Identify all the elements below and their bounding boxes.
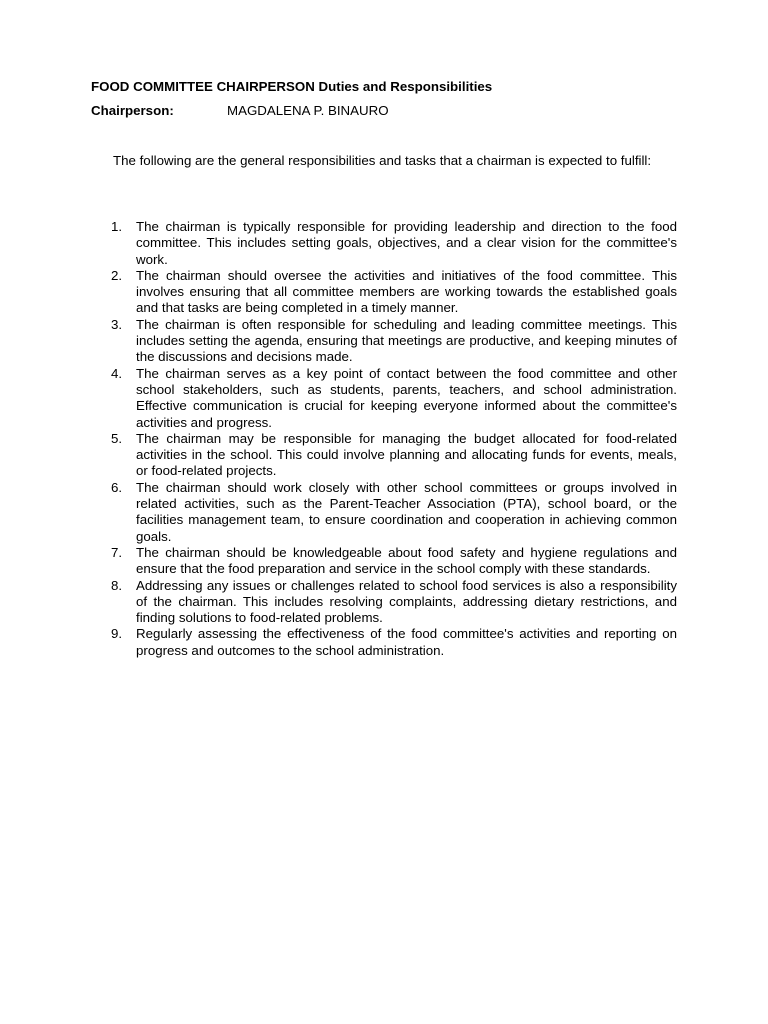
list-item-text: Regularly assessing the effectiveness of the food committee's activities and reporting on progress and outcomes to the school administration. xyxy=(136,626,677,658)
chairperson-row xyxy=(91,103,389,119)
chairperson-label: Chairperson: xyxy=(91,103,174,118)
list-item xyxy=(91,366,677,431)
responsibilities-list xyxy=(91,219,677,659)
list-item-number: 4. xyxy=(111,365,123,381)
list-item-number: 1. xyxy=(111,219,123,234)
list-item xyxy=(91,268,677,317)
document-title xyxy=(91,79,492,95)
list-item xyxy=(91,480,677,545)
list-item-number: 2. xyxy=(111,267,123,283)
title-rest: Duties and Responsibilities xyxy=(318,79,493,94)
list-item-text: The chairman should work closely with other school committees or groups involved in related activities, such as the Parent-Teacher Association (PTA), school board, or the facilities management team, to ensure coordination and cooperation in achieving common goals. xyxy=(136,479,677,544)
list-item-text: The chairman serves as a key point of contact between the food committee and other school stakeholders, such as students, parents, teachers, and school administration. Effective communication is crucial for keeping everyone informed about the committee's activities and progress. xyxy=(136,365,677,430)
list-item-text: The chairman should be knowledgeable about food safety and hygiene regulations and ensure that the food preparation and service in the school comply with these standards. xyxy=(136,544,677,577)
title-bold: FOOD COMMITTEE CHAIRPERSON xyxy=(91,79,315,94)
list-item xyxy=(91,317,677,366)
list-item-text: The chairman should oversee the activities and initiatives of the food committee. This involves ensuring that all committee members are working towards the established goals and that tasks are being completed in a timely manner. xyxy=(136,267,677,316)
list-item-number: 5. xyxy=(111,430,123,446)
intro-paragraph: The following are the general responsibilities and tasks that a chairman is expected to fulfill: xyxy=(113,153,652,168)
list-item-number: 9. xyxy=(111,626,123,642)
list-item xyxy=(91,626,677,659)
list-item xyxy=(91,431,677,480)
list-item xyxy=(91,219,677,268)
list-item-text: Addressing any issues or challenges related to school food services is also a responsibility of the chairman. This includes resolving complaints, addressing dietary restrictions, and finding solutions to food-related problems. xyxy=(136,577,677,626)
list-item xyxy=(91,545,677,578)
list-item-text: The chairman is often responsible for scheduling and leading committee meetings. This includes setting the agenda, ensuring that meetings are productive, and keeping minutes of the discussions and decisions made. xyxy=(136,316,677,365)
list-item-text: The chairman is typically responsible for providing leadership and direction to the food committee. This includes setting goals, objectives, and a clear vision for the committee's work. xyxy=(136,219,677,267)
list-item-number: 7. xyxy=(111,544,123,560)
list-item-number: 8. xyxy=(111,577,123,593)
chairperson-name: MAGDALENA P. BINAURO xyxy=(227,103,389,118)
list-item-text: The chairman may be responsible for managing the budget allocated for food-related activities in the school. This could involve planning and allocating funds for events, meals, or food-related projects. xyxy=(136,430,677,479)
list-item-number: 3. xyxy=(111,316,123,332)
list-item-number: 6. xyxy=(111,479,123,495)
list-item xyxy=(91,578,677,627)
